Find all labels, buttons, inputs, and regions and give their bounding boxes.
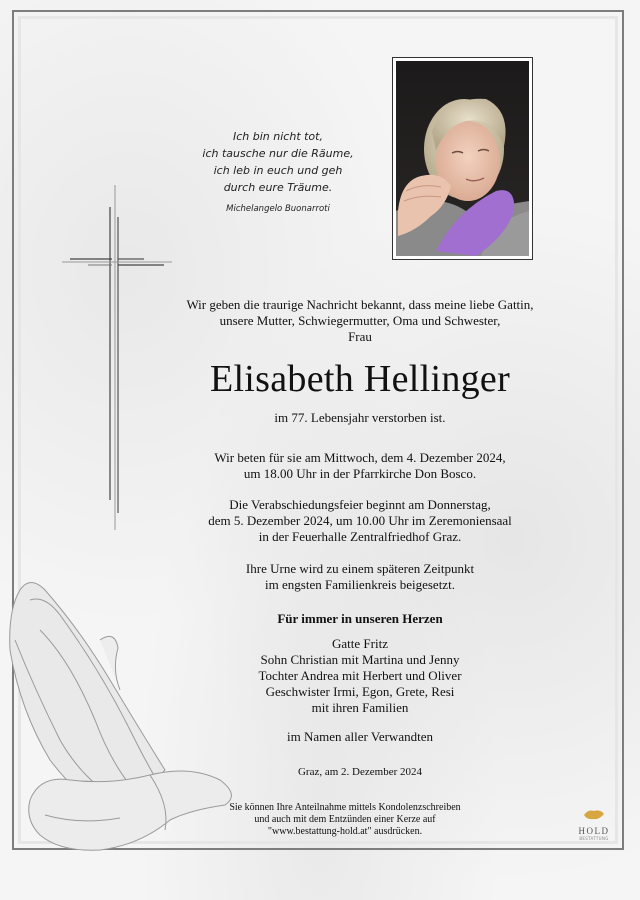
prayer-line: Wir beten für sie am Mittwoch, dem 4. Dezember 2024, (214, 450, 506, 465)
farewell-line: in der Feuerhalle Zentralfriedhof Graz. (258, 529, 462, 544)
intro-line: Frau (348, 329, 372, 344)
urn-info (160, 561, 560, 593)
poem-quote (178, 128, 378, 218)
age-line: im 77. Lebensjahr verstorben ist. (274, 410, 446, 425)
leaf-icon (583, 809, 605, 821)
place-date: Graz, am 2. Dezember 2024 (297, 766, 422, 778)
farewell-info (160, 497, 560, 545)
portrait-image (396, 61, 529, 256)
hold-logo (572, 808, 616, 841)
farewell-line: Die Verabschiedungsfeier beginnt am Donnerstag, (229, 497, 491, 512)
quote-line: Ich bin nicht tot, (233, 130, 323, 143)
urn-line: Ihre Urne wird zu einem späteren Zeitpunkt (245, 561, 475, 576)
condolence-line: Sie können Ihre Anteilnahme mittels Kondolenzschreiben (229, 802, 461, 813)
mourner-line: Tochter Andrea mit Herbert und Oliver (258, 668, 462, 683)
condolence-line: und auch mit dem Entzünden einer Kerze auf (254, 814, 436, 825)
mourners-heading: Für immer in unseren Herzen (277, 611, 443, 626)
mourner-line: Sohn Christian mit Martina und Jenny (260, 652, 460, 667)
quote-author: Michelangelo Buonarroti (226, 204, 330, 214)
farewell-line: dem 5. Dezember 2024, um 10.00 Uhr im Zeremoniensaal (208, 513, 512, 528)
prayer-line: um 18.00 Uhr in der Pfarrkirche Don Bosco. (243, 466, 477, 481)
condolence-line: "www.bestattung-hold.at" ausdrücken. (267, 826, 423, 837)
mourners-list (160, 636, 560, 716)
mourner-line: Geschwister Irmi, Egon, Grete, Resi (265, 684, 455, 699)
quote-line: durch eure Träume. (223, 181, 333, 194)
mourner-line: mit ihren Familien (311, 700, 409, 715)
announcement-intro (160, 297, 560, 345)
deceased-name: Elisabeth Hellinger (209, 358, 511, 400)
intro-line: unsere Mutter, Schwiegermutter, Oma und Schwester, (219, 313, 501, 328)
urn-line: im engsten Familienkreis beigesetzt. (265, 577, 455, 592)
intro-line: Wir geben die traurige Nachricht bekannt, dass meine liebe Gattin, (186, 297, 534, 312)
quote-line: ich tausche nur die Räume, (202, 147, 354, 160)
portrait-photo (392, 57, 533, 260)
relatives-line: im Namen aller Verwandten (287, 729, 433, 744)
condolence-note (145, 802, 545, 838)
mourner-line: Gatte Fritz (332, 636, 388, 651)
logo-brand: HOLD (578, 826, 610, 836)
logo-sub: BESTATTUNG (579, 836, 609, 841)
prayer-info (160, 450, 560, 482)
quote-line: ich leb in euch und geh (213, 164, 343, 177)
